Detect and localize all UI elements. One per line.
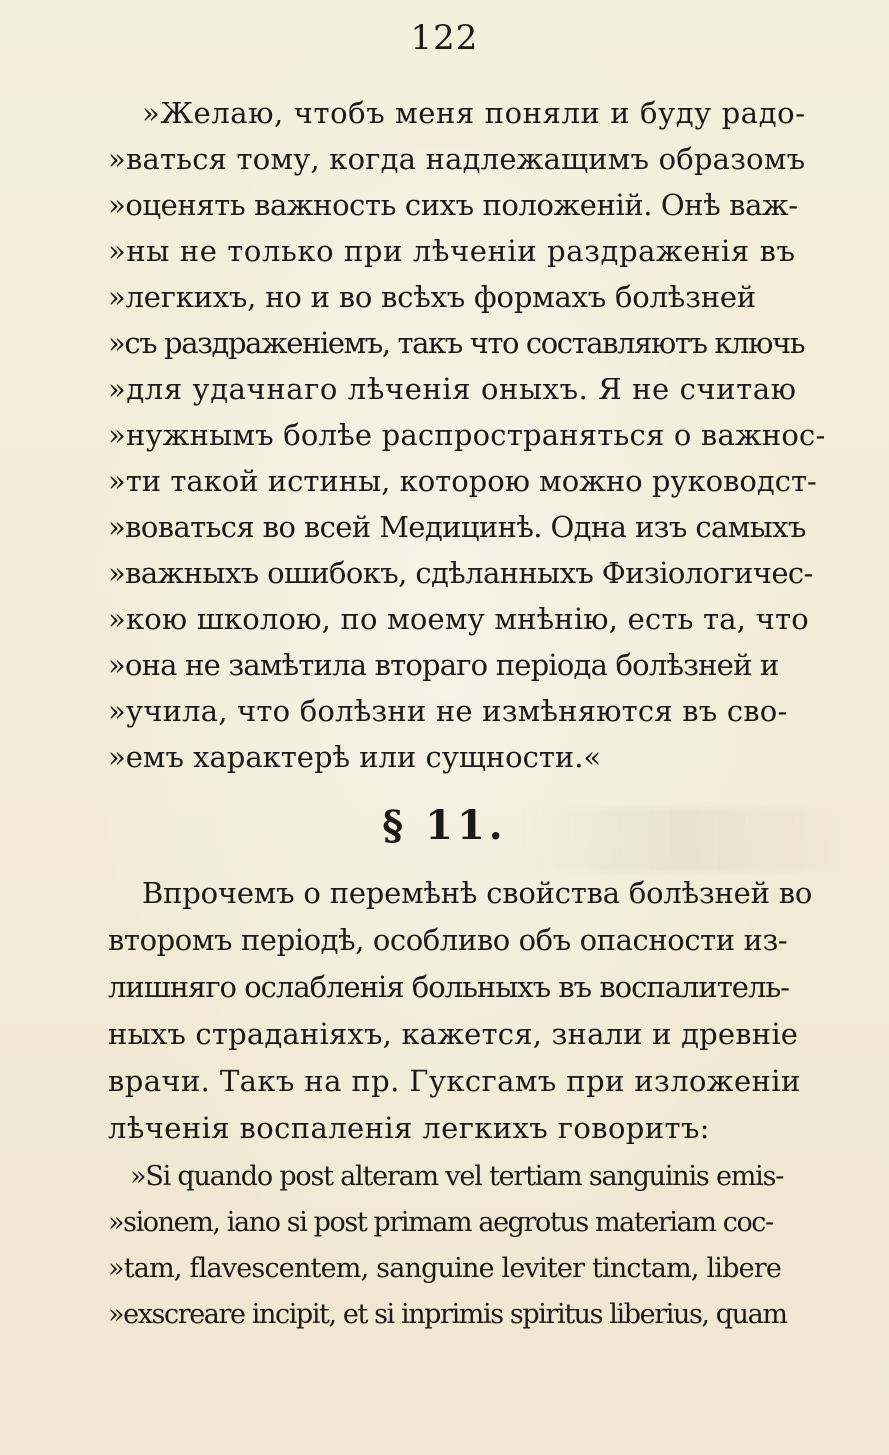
- quote-line: »ны не только при лѣченіи раздраженія въ: [108, 234, 796, 268]
- latin-line: »sionem, iano si post primam aegrotus materiam coc-: [108, 1207, 773, 1238]
- paragraph-line: лишняго ослабленія больныхъ въ воспалитель-: [108, 970, 789, 1004]
- latin-line: »exscreare incipit, et si inprimis spiritus liberius, quam: [108, 1299, 787, 1330]
- paragraph-line: второмъ періодѣ, особливо объ опасности из-: [108, 923, 788, 957]
- quote-line: »оценять важность сихъ положеній. Онѣ важ-: [108, 188, 798, 222]
- page-number: 122: [410, 18, 479, 58]
- quote-line: »воваться во всей Медицинѣ. Одна изъ самыхъ: [108, 510, 806, 544]
- paragraph-line: ныхъ страданіяхъ, кажется, знали и древніе: [108, 1017, 799, 1051]
- quote-line: »она не замѣтила втораго періода болѣзней и: [108, 648, 779, 682]
- quote-line: »емъ характерѣ или сущности.«: [108, 740, 602, 774]
- latin-line: »tam, flavescentem, sanguine leviter tinctam, libere: [108, 1253, 782, 1284]
- quote-line: »для удачнаго лѣченія оныхъ. Я не считаю: [108, 372, 797, 406]
- quote-line: »учила, что болѣзни не измѣняются въ сво-: [108, 694, 788, 728]
- paragraph-line: Впрочемъ о перемѣнѣ свойства болѣзней во: [142, 876, 813, 910]
- paragraph-line: лѣченія воспаленія легкихъ говоритъ:: [108, 1111, 710, 1145]
- latin-line: »Si quando post alteram vel tertiam sanguinis emis-: [130, 1161, 784, 1192]
- quote-line: »кою школою, по моему мнѣнію, есть та, что: [108, 602, 809, 636]
- section-heading: § 11.: [382, 802, 507, 849]
- quote-line: »важныхъ ошибокъ, сдѣланныхъ Физіологичес-: [108, 556, 813, 590]
- quote-line: »нужнымъ болѣе распространяться о важнос-: [108, 418, 826, 452]
- paragraph-line: врачи. Такъ на пр. Гуксгамъ при изложеніи: [108, 1064, 801, 1098]
- quote-line: »ти такой истины, которою можно руководст-: [108, 464, 817, 498]
- quote-line: »ваться тому, когда надлежащимъ образомъ: [108, 142, 806, 176]
- quote-line: »съ раздраженіемъ, такъ что составляютъ ключь: [108, 326, 805, 360]
- quote-line: »легкихъ, но и во всѣхъ формахъ болѣзней: [108, 280, 756, 314]
- quote-line: »Желаю, чтобъ меня поняли и буду радо-: [142, 96, 806, 130]
